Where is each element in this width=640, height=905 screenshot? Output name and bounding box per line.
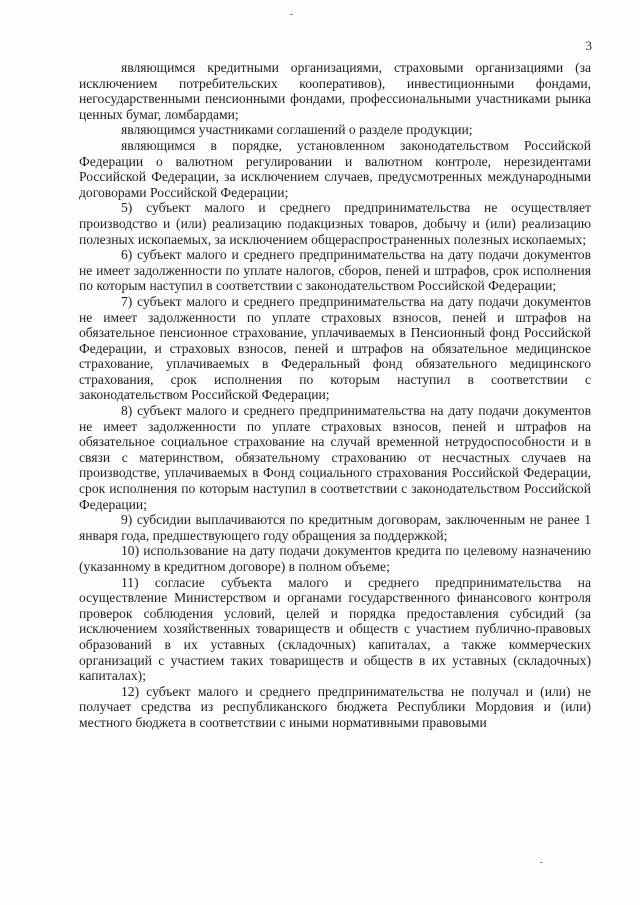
- paragraph-item-9: 9) субсидии выплачиваются по кредитным договорам, заключенным не ранее 1 января года, предшествующего году обращения за поддержкой;: [79, 512, 591, 543]
- paragraph-item-11: 11) согласие субъекта малого и среднего предпринимательства на осуществление Министерством и органами государственного финансового контроля проверок соблюдения условий, целей и порядка предоставления субсидий (за исключением хозяйственных товариществ и обществ с участием публично-правовых образований в их уставных (складочных) капиталах, а также коммерческих организаций с участием таких товариществ и обществ в их уставных (складочных) капиталах);: [79, 574, 591, 684]
- paragraph-nonresidents: являющимся в порядке, установленном законодательством Российской Федерации о валютном регулировании и валютном контроле, нерезидентами Российской Федерации, за исключением случаев, предусмотренных международными договорами Российской Федерации;: [79, 137, 591, 200]
- paragraph-item-12: 12) субъект малого и среднего предпринимательства не получал и (или) не получает средства из республиканского бюджета Республики Мордовия и (или) местного бюджета в соответствии с иными нормативными правовыми: [79, 683, 591, 730]
- paragraph-credit-organizations: являющимся кредитными организациями, страховыми организациями (за исключением потребительских кооперативов), инвестиционными фондами, негосударственными пенсионными фондами, профессиональными участниками рынка ценных бумаг, ломбардами;: [79, 60, 591, 122]
- scan-speck: [290, 14, 293, 15]
- paragraph-item-7: 7) субъект малого и среднего предпринимательства на дату подачи документов не имеет задолженности по уплате страховых взносов, пеней и штрафов на обязательное пенсионное страхование, уплачиваемых в Пенсионный фонд Российской Федерации, и страховых взносов, пеней и штрафов на обязательное медицинское страхование, уплачиваемых в Федеральный фонд обязательного медицинского страхования, срок исполнения по которым наступил в соответствии с законодательством Российской Федерации;: [79, 293, 591, 403]
- paragraph-item-6: 6) субъект малого и среднего предпринимательства на дату подачи документов не имеет задолженности по уплате налогов, сборов, пеней и штрафов, срок исполнения по которым наступил в соответствии с законодательством Российской Федерации;: [79, 247, 591, 294]
- paragraph-item-5: 5) субъект малого и среднего предпринимательства не осуществляет производство и (или) реализацию подакцизных товаров, добычу и (или) реализацию полезных ископаемых, за исключением общераспространенных полезных ископаемых;: [79, 200, 591, 247]
- scan-speck: [540, 862, 543, 863]
- document-body: [79, 60, 591, 731]
- paragraph-item-8: 8) субъект малого и среднего предпринимательства на дату подачи документов не имеет задолженности по уплате страховых взносов, пеней и штрафов на обязательное социальное страхование на случай временной нетрудоспособности и в связи с материнством, обязательному страхованию от несчастных случаев на производстве, уплачиваемых в Фонд социального страхования Российской Федерации, срок исполнения по которым наступил в соответствии с законодательством Российской Федерации;: [79, 403, 591, 512]
- paragraph-item-10: 10) использование на дату подачи документов кредита по целевому назначению (указанному в кредитном договоре) в полном объеме;: [79, 543, 591, 574]
- page-number: 3: [585, 38, 592, 53]
- paragraph-production-sharing: являющимся участниками соглашений о разделе продукции;: [121, 122, 473, 138]
